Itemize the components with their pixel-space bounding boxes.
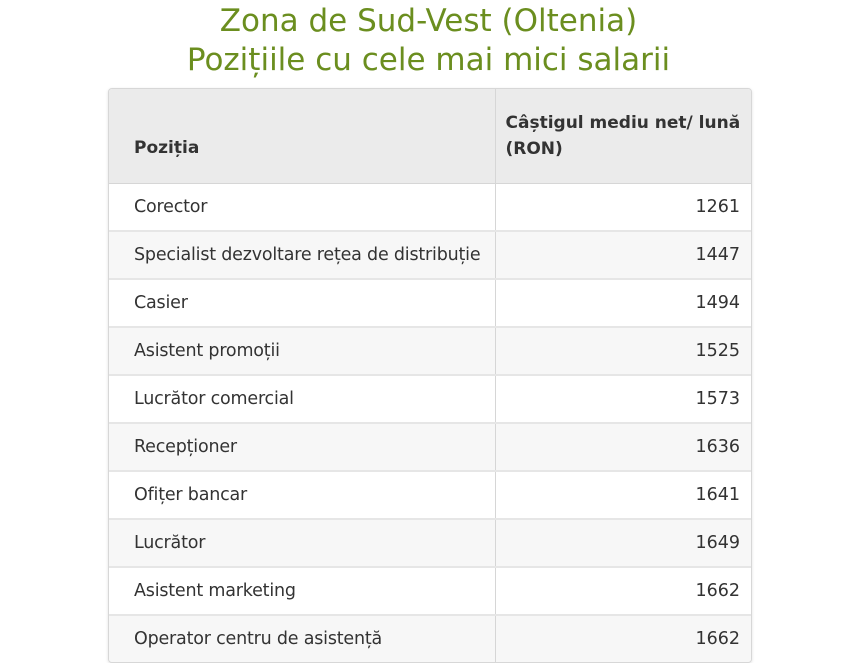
cell-salary: 1261	[495, 184, 751, 232]
cell-salary: 1662	[495, 615, 751, 662]
cell-salary: 1636	[495, 423, 751, 471]
table-row	[109, 567, 751, 615]
table-row	[109, 519, 751, 567]
cell-position: Operator centru de asistență	[109, 615, 495, 662]
cell-position: Casier	[109, 279, 495, 327]
table-body	[109, 184, 751, 663]
table-row	[109, 279, 751, 327]
cell-salary: 1649	[495, 519, 751, 567]
column-header-position: Poziția	[109, 89, 495, 184]
table-header-row	[109, 89, 751, 184]
cell-position: Corector	[109, 184, 495, 232]
column-header-salary: Câștigul mediu net/ lună (RON)	[495, 89, 751, 184]
salary-table	[109, 89, 751, 662]
table-row	[109, 423, 751, 471]
cell-salary: 1641	[495, 471, 751, 519]
salary-table-container	[108, 88, 752, 663]
cell-position: Asistent promoții	[109, 327, 495, 375]
cell-position: Asistent marketing	[109, 567, 495, 615]
title-line-1: Zona de Sud-Vest (Oltenia)	[219, 3, 638, 39]
table-row	[109, 327, 751, 375]
table-row	[109, 184, 751, 232]
cell-position: Lucrător comercial	[109, 375, 495, 423]
cell-position: Lucrător	[109, 519, 495, 567]
cell-salary: 1525	[495, 327, 751, 375]
cell-position: Ofițer bancar	[109, 471, 495, 519]
title-line-2: Pozițiile cu cele mai mici salarii	[186, 42, 671, 78]
table-row	[109, 231, 751, 279]
cell-salary: 1494	[495, 279, 751, 327]
cell-salary: 1573	[495, 375, 751, 423]
chart-title	[0, 2, 857, 80]
table-row	[109, 471, 751, 519]
cell-position: Specialist dezvoltare rețea de distribuție	[109, 231, 495, 279]
table-row	[109, 615, 751, 662]
cell-position: Recepționer	[109, 423, 495, 471]
cell-salary: 1447	[495, 231, 751, 279]
cell-salary: 1662	[495, 567, 751, 615]
table-row	[109, 375, 751, 423]
